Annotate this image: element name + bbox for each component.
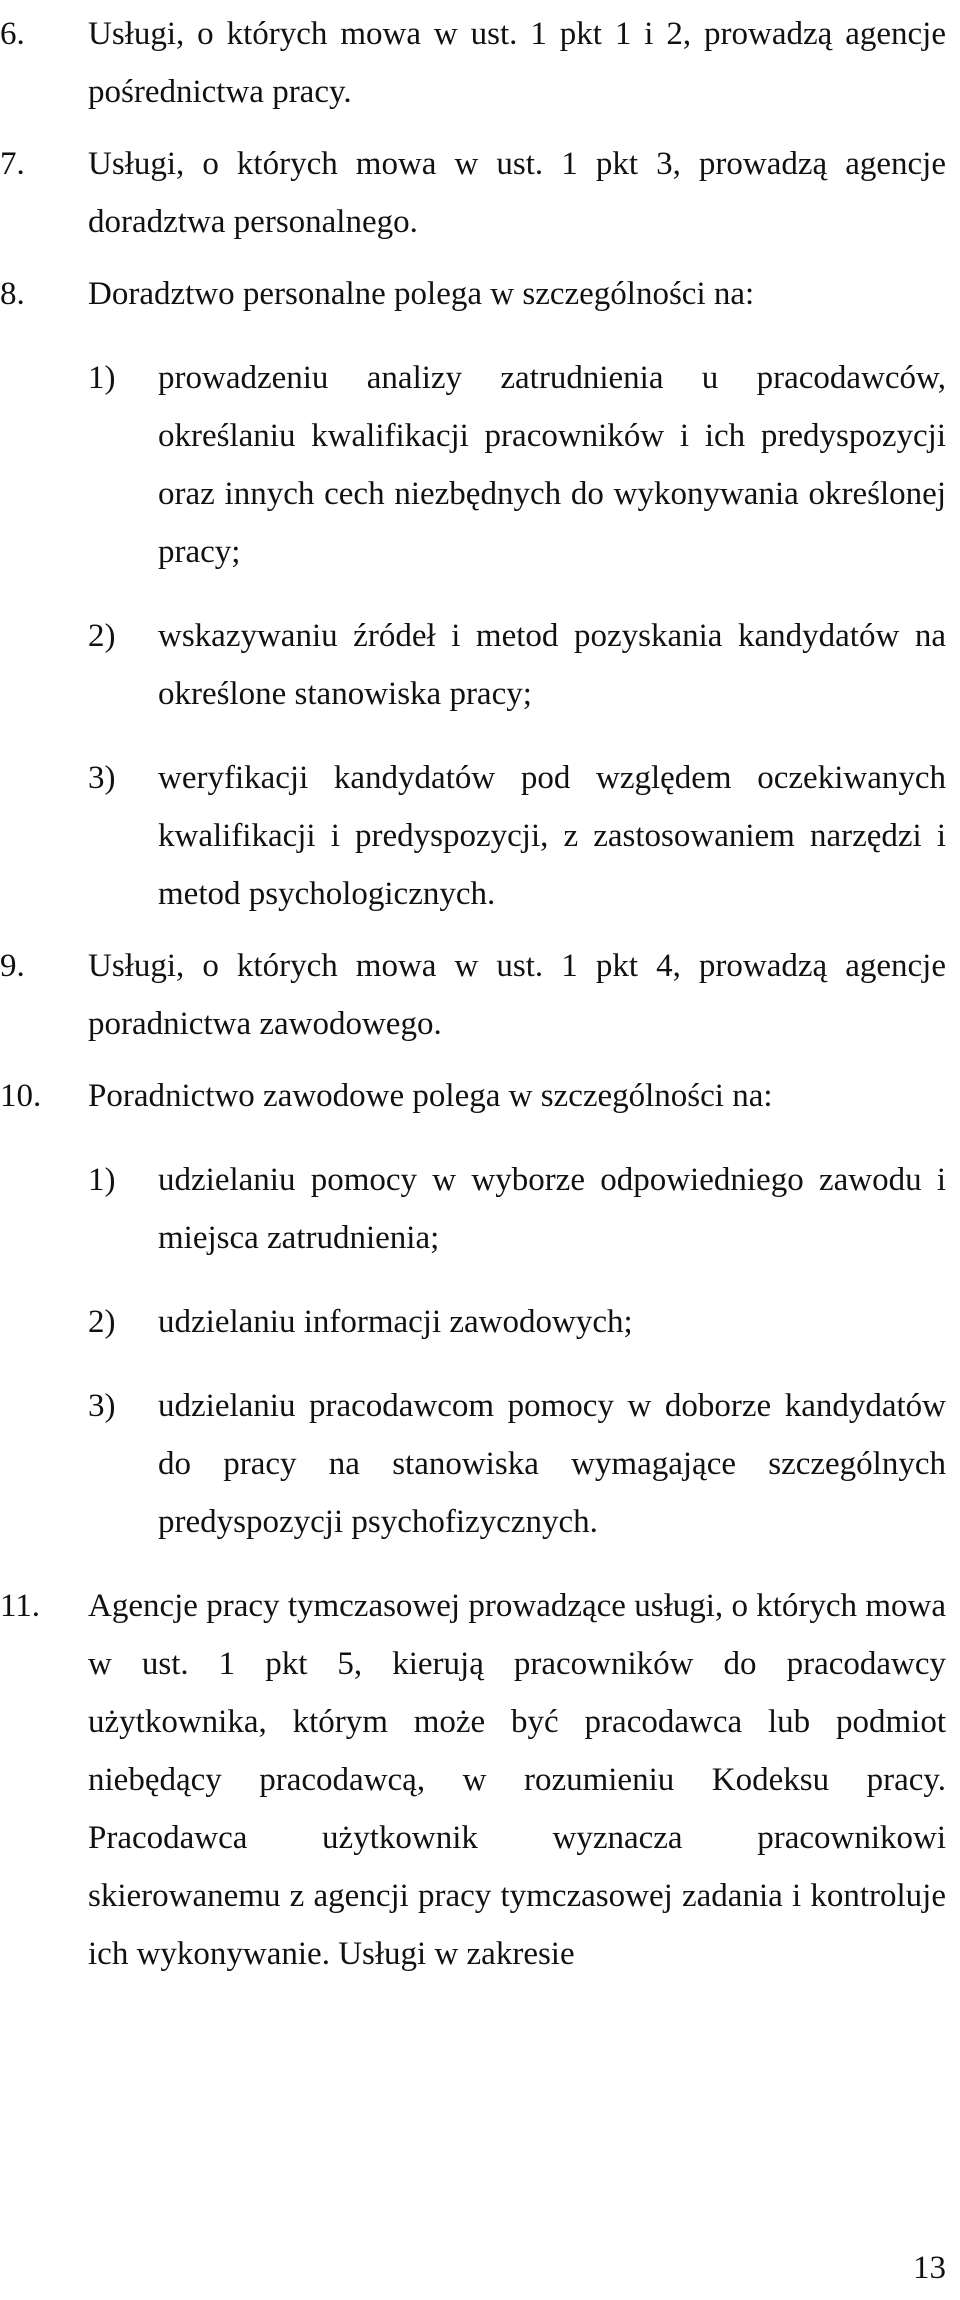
list-item-10 — [0, 1067, 960, 1125]
item-number: 6. — [0, 16, 25, 52]
sub-item-number: 1) — [88, 360, 116, 396]
sub-item-10-1 — [88, 1151, 960, 1267]
sub-item-text: wskazywaniu źródeł i metod pozyskania kandydatów na określone stanowiska pracy; — [158, 618, 946, 712]
sub-item-8-1 — [88, 349, 960, 581]
item-number: 8. — [0, 276, 25, 312]
sub-item-number: 2) — [88, 618, 116, 654]
list-item-7 — [0, 135, 960, 251]
item-number: 7. — [0, 146, 25, 182]
sub-item-number: 3) — [88, 760, 116, 796]
item-text: Doradztwo personalne polega w szczególności na: — [88, 276, 755, 312]
item-text: Agencje pracy tymczasowej prowadzące usługi, o których mowa w ust. 1 pkt 5, kierują pracowników do pracodawcy użytkownika, którym może być pracodawca lub podmiot niebędący pracodawcą, w rozumieniu Kodeksu pracy. Pracodawca użytkownik wyznacza pracownikowi skierowanemu z agencji pracy tymczasowej zadania i kontroluje ich wykonywanie. Usługi w zakresie — [88, 1588, 946, 1972]
list-item-8 — [0, 265, 960, 323]
sub-item-8-3 — [88, 749, 960, 923]
list-item-9 — [0, 937, 960, 1053]
page-number: 13 — [913, 2250, 946, 2286]
list-item-6 — [0, 5, 960, 121]
item-text: Usługi, o których mowa w ust. 1 pkt 1 i 2, prowadzą agencje pośrednictwa pracy. — [88, 16, 946, 110]
item-number: 11. — [0, 1588, 41, 1624]
item-text: Poradnictwo zawodowe polega w szczególności na: — [88, 1078, 773, 1114]
sub-item-text: udzielaniu informacji zawodowych; — [158, 1304, 633, 1340]
list-item-11 — [0, 1577, 960, 1983]
sub-item-8-2 — [88, 607, 960, 723]
sub-item-10-2 — [88, 1293, 960, 1351]
sub-item-text: udzielaniu pracodawcom pomocy w doborze kandydatów do pracy na stanowiska wymagające szczególnych predyspozycji psychofizycznych. — [158, 1388, 946, 1540]
sub-item-text: weryfikacji kandydatów pod względem oczekiwanych kwalifikacji i predyspozycji, z zastosowaniem narzędzi i metod psychologicznych. — [158, 760, 946, 912]
sub-item-number: 1) — [88, 1162, 116, 1198]
sub-item-text: udzielaniu pomocy w wyborze odpowiedniego zawodu i miejsca zatrudnienia; — [158, 1162, 946, 1256]
sub-item-number: 2) — [88, 1304, 116, 1340]
sub-item-number: 3) — [88, 1388, 116, 1424]
item-text: Usługi, o których mowa w ust. 1 pkt 4, prowadzą agencje poradnictwa zawodowego. — [88, 948, 946, 1042]
sub-item-text: prowadzeniu analizy zatrudnienia u pracodawców, określaniu kwalifikacji pracowników i ich predyspozycji oraz innych cech niezbędnych do wykonywania określonej pracy; — [158, 360, 946, 570]
item-number: 10. — [0, 1078, 42, 1114]
item-number: 9. — [0, 948, 25, 984]
item-text: Usługi, o których mowa w ust. 1 pkt 3, prowadzą agencje doradztwa personalnego. — [88, 146, 946, 240]
sub-item-10-3 — [88, 1377, 960, 1551]
